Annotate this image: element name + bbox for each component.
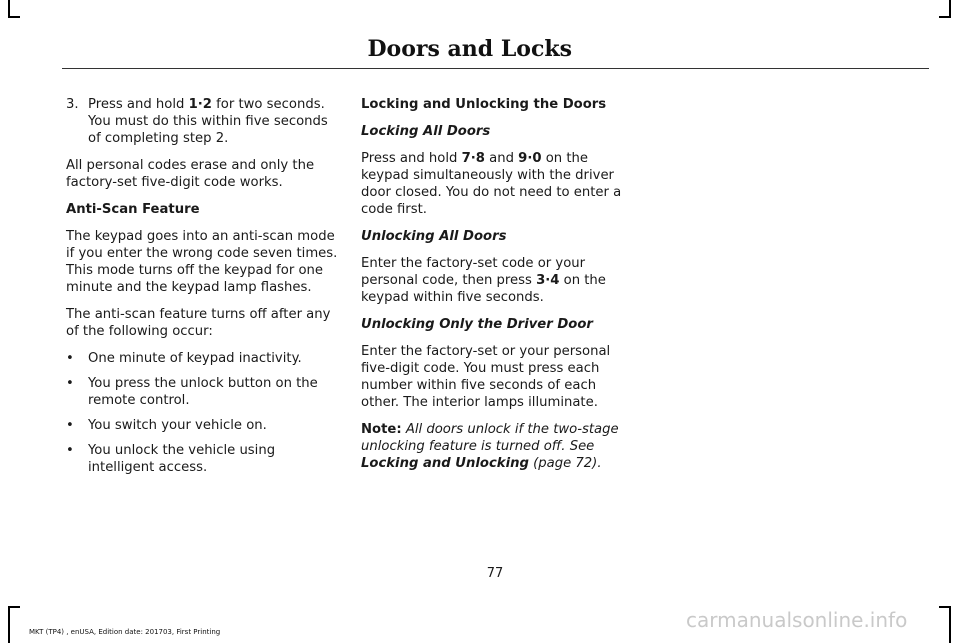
right-column (361, 96, 636, 482)
crop-mark-top-right-h (939, 16, 951, 18)
erase-paragraph: All personal codes erase and only the factory-set five-digit code works. (66, 158, 315, 190)
unlocking-all-heading: Unlocking All Doors (361, 229, 507, 244)
locking-unlocking-link[interactable]: Locking and Unlocking (361, 456, 529, 471)
locking-all-text-1: Press and hold (361, 151, 462, 166)
page-title: Doors and Locks (367, 36, 572, 62)
key-code-1-2: 1·2 (188, 97, 212, 112)
antiscan-heading: Anti-Scan Feature (66, 202, 200, 217)
step-3-text (88, 96, 344, 147)
bullet-text: One minute of keypad inactivity. (88, 351, 302, 366)
step-3-before: Press and hold (88, 97, 189, 112)
crop-mark-top-left-h (8, 16, 20, 18)
header-divider (62, 68, 929, 69)
bullet-icon: • (66, 351, 74, 366)
bullet-text: You unlock the vehicle using intelligent access. (88, 443, 276, 475)
locking-all-heading: Locking All Doors (361, 124, 491, 139)
crop-mark-bottom-right-h (939, 606, 951, 608)
crop-mark-bottom-right-v (949, 606, 951, 643)
page-reference: (page 72). (528, 456, 602, 471)
step-number: 3. (66, 97, 79, 112)
list-item (66, 350, 344, 367)
watermark: carmanualsonline.info (686, 608, 908, 632)
locking-all-paragraph (361, 150, 636, 218)
unlocking-driver-paragraph: Enter the factory-set or your personal five-digit code. You must press each number within five seconds of each other. The interior lamps illuminate. (361, 344, 611, 410)
step-3-after: for two seconds. You must do this within five seconds of completing step 2. (88, 97, 328, 146)
key-code-9-0: 9·0 (518, 151, 542, 166)
note-label: Note: (361, 422, 402, 437)
note-text: All doors unlock if the two-stage unlocking feature is turned off. See (361, 422, 619, 454)
bullet-text: You switch your vehicle on. (88, 418, 267, 433)
left-column (66, 96, 344, 484)
antiscan-bullet-list (66, 350, 344, 476)
key-code-7-8: 7·8 (461, 151, 485, 166)
bullet-icon: • (66, 443, 74, 458)
locking-all-text-2: and (484, 151, 519, 166)
step-3 (66, 96, 344, 147)
key-code-3-4: 3·4 (536, 273, 560, 288)
antiscan-paragraph-2: The anti-scan feature turns off after any of the following occur: (66, 307, 331, 339)
unlocking-all-text-2: on the keypad within five seconds. (361, 273, 606, 305)
locking-all-text-3: on the keypad simultaneously with the driver door closed. You do not need to enter a code first. (361, 151, 622, 217)
bullet-text: You press the unlock button on the remote control. (88, 376, 318, 408)
bullet-icon: • (66, 418, 74, 433)
antiscan-paragraph-1: The keypad goes into an anti-scan mode if you enter the wrong code seven times. This mode turns off the keypad for one minute and the keypad lamp flashes. (66, 229, 338, 295)
note-paragraph (361, 421, 636, 472)
footer-edition-info: MKT (TP4) , enUSA, Edition date: 201703, First Printing (29, 628, 221, 636)
unlocking-all-text-1: Enter the factory-set code or your personal code, then press (361, 256, 586, 288)
locking-unlocking-heading: Locking and Unlocking the Doors (361, 97, 607, 112)
crop-mark-bottom-left-v (8, 606, 10, 643)
list-item (66, 375, 344, 409)
bullet-icon: • (66, 376, 74, 391)
list-item (66, 442, 344, 476)
page-number: 77 (486, 566, 504, 581)
unlocking-driver-heading: Unlocking Only the Driver Door (361, 317, 593, 332)
unlocking-all-paragraph (361, 255, 636, 306)
list-item (66, 417, 344, 434)
crop-mark-bottom-left-h (8, 606, 20, 608)
